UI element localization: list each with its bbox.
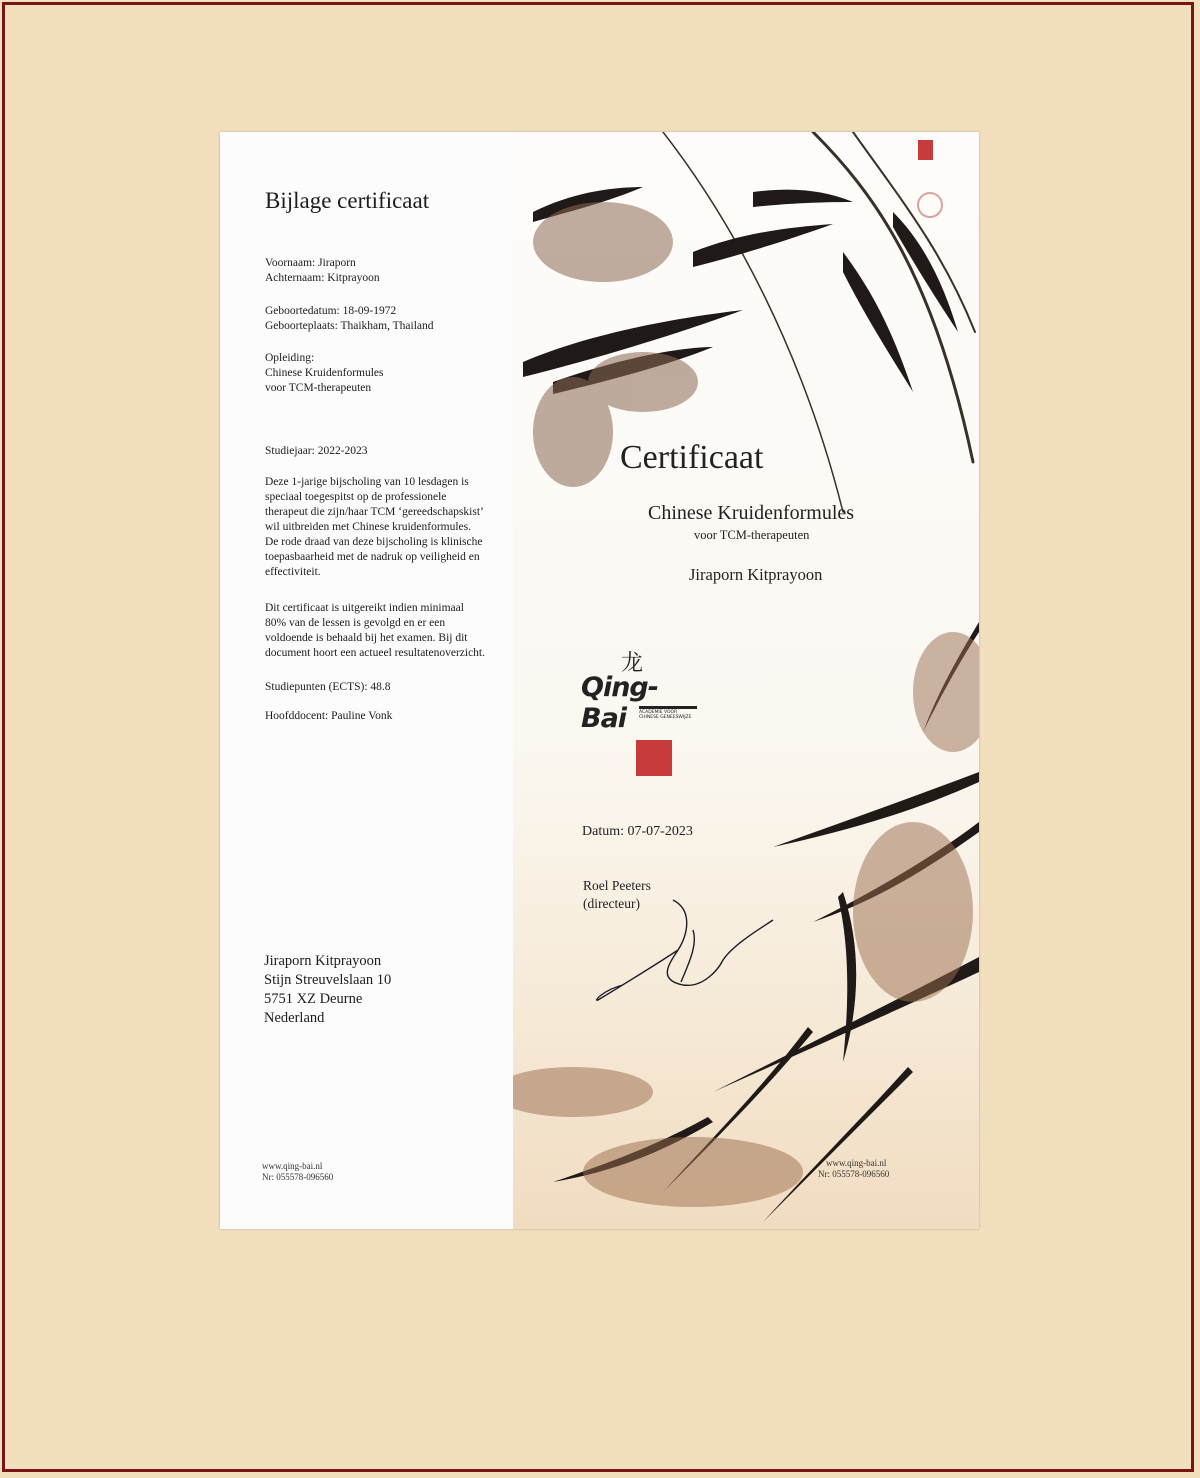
footer-number: Nr: 055578-096560	[818, 1169, 890, 1179]
course-subtitle: voor TCM-therapeuten	[694, 528, 810, 542]
annex-title: Bijlage certificaat	[265, 188, 430, 213]
description-line: therapeut die zijn/haar TCM ‘gereedschapskist’	[265, 506, 484, 518]
conditions-line: 80% van de lessen is gevolgd en er een	[265, 617, 446, 629]
dragon-character: 龙	[621, 651, 644, 676]
head-teacher: Hoofddocent: Pauline Vonk	[265, 710, 393, 722]
logo-wordmark: Qing-Bai	[581, 672, 658, 734]
course-subtitle: voor TCM-therapeuten	[265, 382, 372, 394]
conditions-line: document hoort een actueel resultatenoverzicht.	[265, 647, 485, 659]
description-line: speciaal toegespitst op de professionele	[265, 491, 447, 503]
conditions-line: voldoende is behaald bij het examen. Bij dit	[265, 632, 468, 644]
recipient-name: Jiraporn Kitprayoon	[689, 565, 823, 584]
footer-number: Nr: 055578-096560	[262, 1172, 334, 1182]
address-line: 5751 XZ Deurne	[264, 991, 363, 1007]
course-label: Opleiding:	[265, 352, 315, 364]
handwritten-signature	[583, 890, 783, 1010]
certificate-document	[220, 132, 979, 1229]
footer-url: www.qing-bai.nl	[826, 1158, 887, 1168]
course-name: Chinese Kruidenformules	[265, 367, 384, 379]
address-line: Jiraporn Kitprayoon	[264, 953, 382, 969]
footer-url: www.qing-bai.nl	[262, 1161, 323, 1171]
birth-place: Geboorteplaats: Thaikham, Thailand	[265, 320, 434, 332]
red-seal	[636, 740, 672, 776]
last-name: Achternaam: Kitprayoon	[265, 272, 380, 284]
description-line: wil uitbreiden met Chinese kruidenformules.	[265, 521, 471, 533]
address-line: Nederland	[264, 1010, 325, 1026]
issue-date: Datum: 07-07-2023	[582, 824, 693, 839]
address-line: Stijn Streuvelslaan 10	[264, 972, 392, 988]
signer-name: Roel Peeters	[583, 878, 651, 893]
annex-page	[220, 132, 513, 1229]
study-points: Studiepunten (ECTS): 48.8	[265, 681, 391, 693]
signer-role: (directeur)	[583, 896, 640, 911]
description-line: Deze 1-jarige bijscholing van 10 lesdagen is	[265, 476, 469, 488]
logo-bar	[639, 706, 697, 709]
study-year: Studiejaar: 2022-2023	[265, 445, 368, 457]
description-line: effectiviteit.	[265, 566, 321, 578]
birth-date: Geboortedatum: 18-09-1972	[265, 305, 397, 317]
round-stamp	[917, 192, 943, 218]
logo-tagline: ACADEMIE VOOR CHINESE GENEESWIJZE	[639, 710, 692, 720]
certificate-page	[513, 132, 979, 1229]
certificate-title: Certificaat	[620, 439, 764, 476]
course-title: Chinese Kruidenformules	[648, 502, 855, 524]
conditions-line: Dit certificaat is uitgereikt indien minimaal	[265, 602, 464, 614]
corner-seal	[918, 140, 933, 160]
first-name: Voornaam: Jiraporn	[265, 257, 356, 269]
description-line: toepasbaarheid met de nadruk op veiligheid en	[265, 551, 480, 563]
description-line: De rode draad van deze bijscholing is klinische	[265, 536, 483, 548]
